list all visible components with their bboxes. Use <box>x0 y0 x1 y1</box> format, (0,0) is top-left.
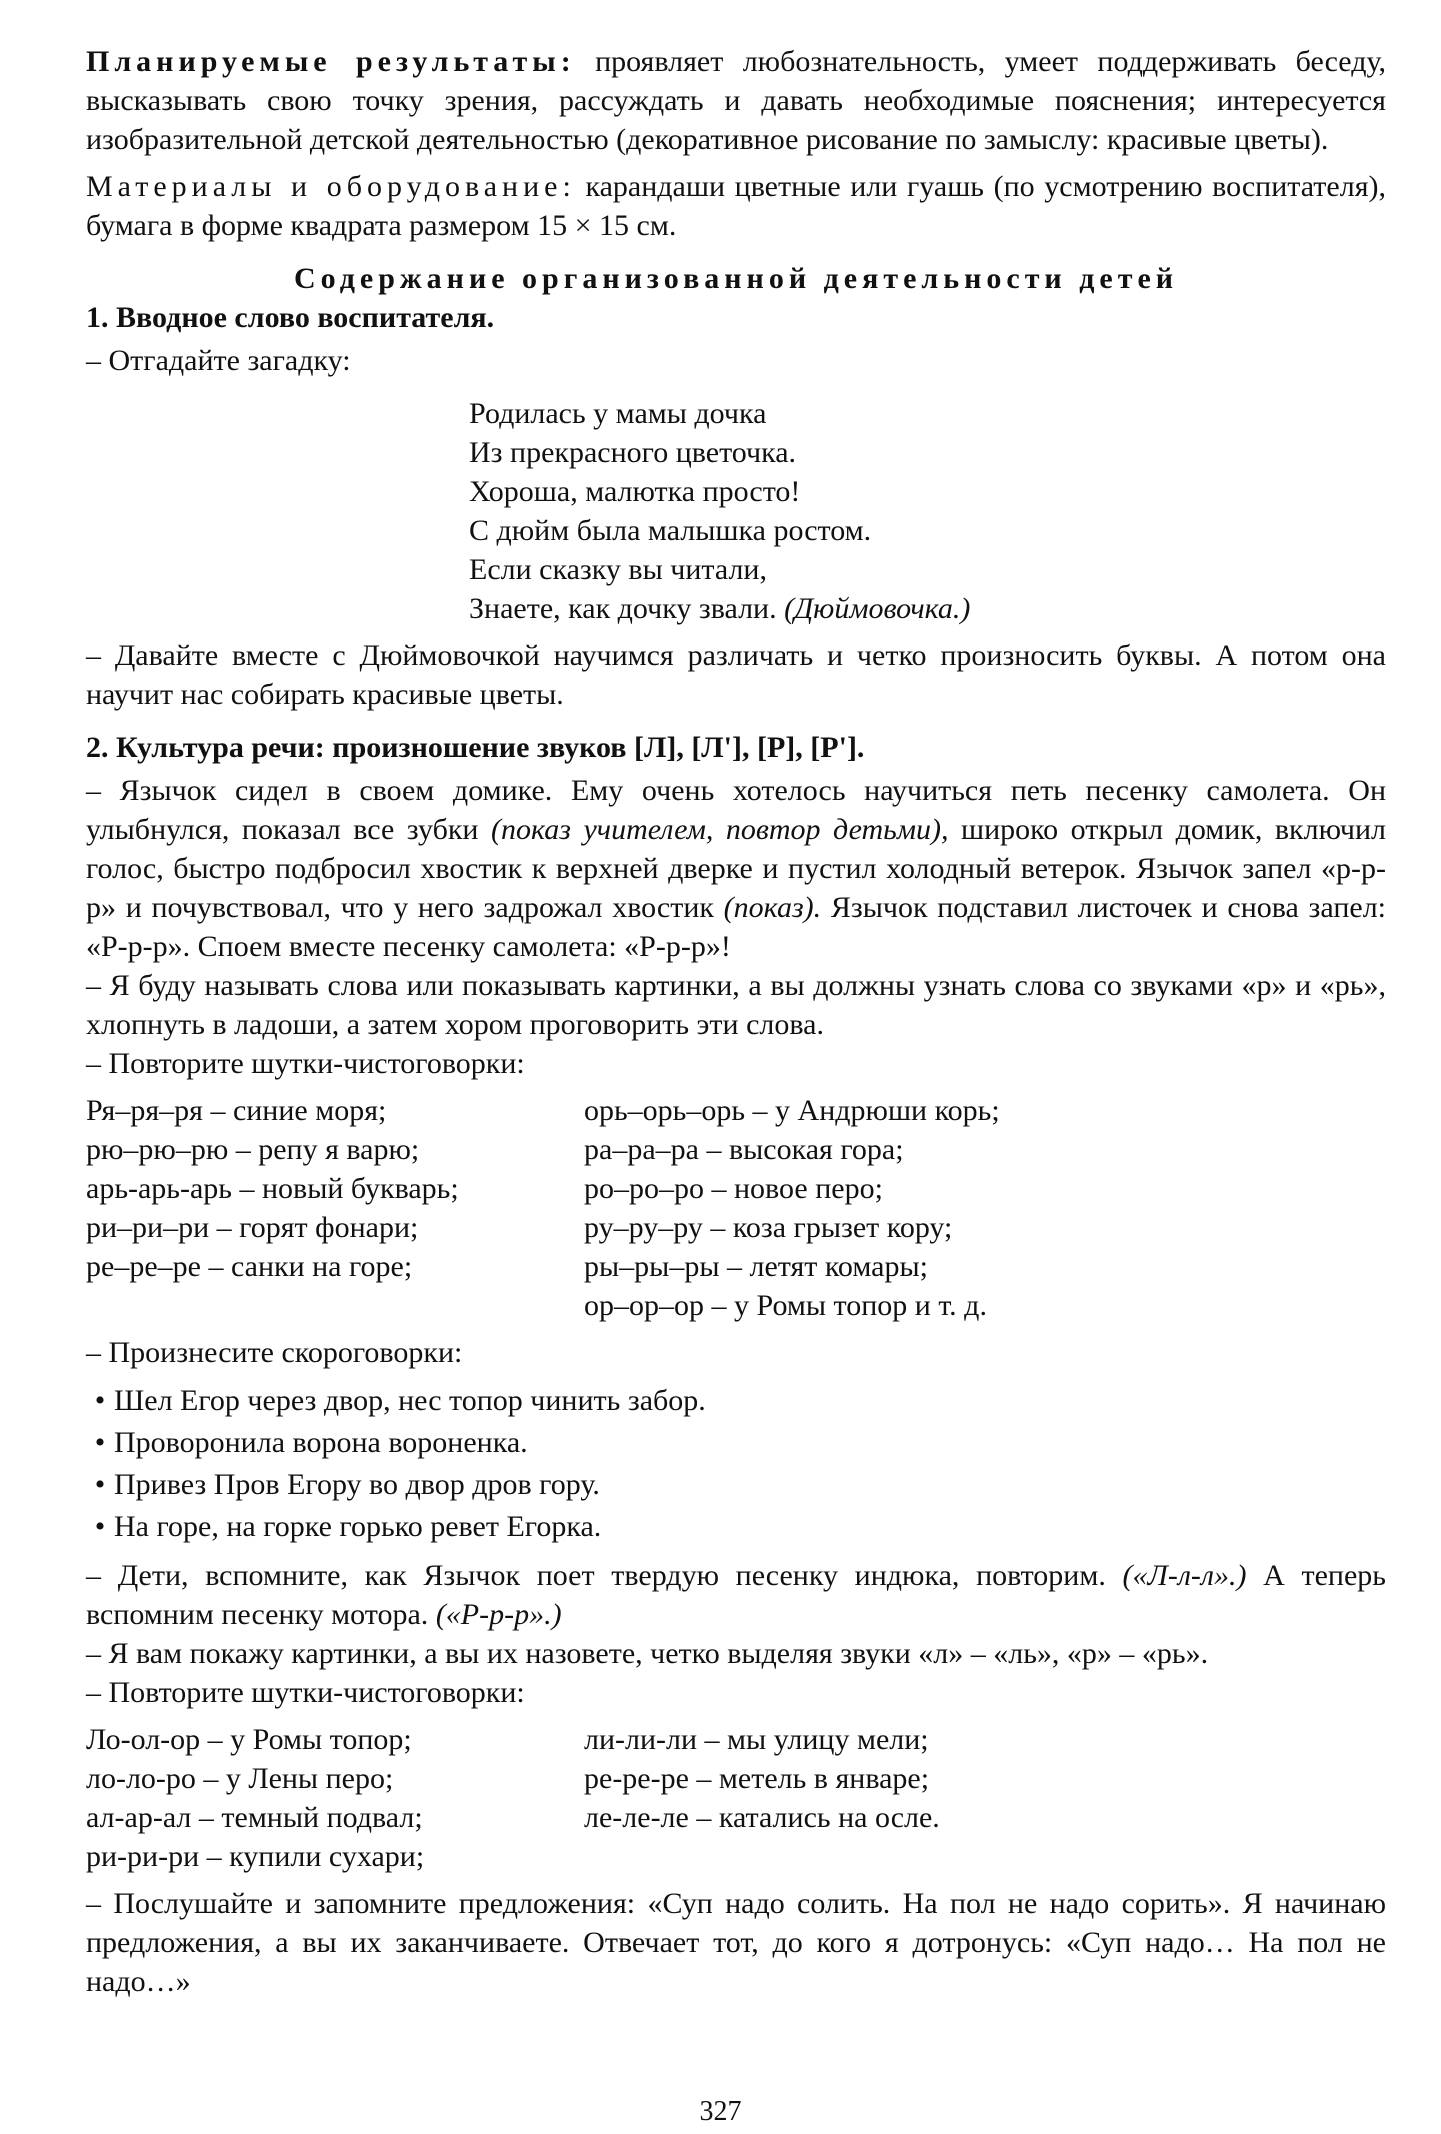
rhyme-line: ре–ре–ре – санки на горе; <box>86 1250 413 1283</box>
planned-results-text: проявляет любознательность, умеет поддерживать беседу, высказывать свою точку зрения, рассуждать и давать необходимые пояснения; интересуется изобразительной детской деятельностью (декоративное рисование по замыслу: красивые цветы). <box>86 45 1386 156</box>
page-content <box>86 42 1386 2001</box>
list-item <box>86 1380 1386 1422</box>
rhyme-line: ал-ар-ал – темный подвал; <box>86 1801 423 1834</box>
list-item-text: Привез Пров Егору во двор дров гору. <box>114 1468 600 1501</box>
riddle-prompt: – Отгадайте загадку: <box>86 344 351 377</box>
bullet-icon: • <box>94 1510 106 1543</box>
tongue-twisters-list <box>86 1380 1386 1548</box>
rhyme-line: рю–рю–рю – репу я варю; <box>86 1133 420 1166</box>
list-item-text: На горе, на горке горько ревет Егорка. <box>114 1510 602 1543</box>
riddle-poem <box>469 394 1386 628</box>
step2-heading: 2. Культура речи: произношение звуков [Л], [Л'], [Р], [Р']. <box>86 731 865 764</box>
rhyme-line: ри–ри–ри – горят фонари; <box>86 1211 419 1244</box>
poem-line: Из прекрасного цветочка. <box>469 436 797 469</box>
step1-heading: 1. Вводное слово воспитателя. <box>86 301 495 334</box>
materials-text: карандаши цветные или гуашь (по усмотрению воспитателя), бумага в форме квадрата размером 15 × 15 см. <box>86 170 1386 242</box>
remember-songs-paragraph <box>86 1556 1386 1634</box>
poem-line: Если сказку вы читали, <box>469 553 767 586</box>
section-title: Содержание организованной деятельности детей <box>293 262 1179 295</box>
rhyme-line: ра–ра–ра – высокая гора; <box>584 1133 904 1166</box>
words-instruction: – Я буду называть слова или показывать картинки, а вы должны узнать слова со звуками «р» и «рь», хлопнуть в ладоши, а затем хором проговорить эти слова. <box>86 969 1386 1041</box>
rhymes-column-right <box>584 1091 1386 1325</box>
sound-example: («Л-л-л».) <box>1122 1559 1247 1592</box>
rhyme-line: ро–ро–ро – новое перо; <box>584 1172 883 1205</box>
rhymes-column-left <box>86 1091 584 1325</box>
rhymes-column-right <box>584 1720 1386 1876</box>
sound-example: («Р-р-р».) <box>435 1598 562 1631</box>
list-item <box>86 1506 1386 1548</box>
materials-paragraph <box>86 167 1386 245</box>
list-item <box>86 1464 1386 1506</box>
story-text: – Язычок сидел в своем домике. Ему очень хотелось научиться петь песенку самолета. Он улыбнулся, показал все зубки <box>86 774 1386 846</box>
tongue-story-paragraph <box>86 771 1386 966</box>
rhyme-line: Ря–ря–ря – синие моря; <box>86 1094 387 1127</box>
story-remark: (показ). <box>723 891 822 924</box>
list-item-text: Шел Егор через двор, нес топор чинить забор. <box>114 1384 706 1417</box>
materials-label: Материалы и оборудование: <box>86 170 576 203</box>
bullet-icon: • <box>94 1468 106 1501</box>
bullet-icon: • <box>94 1384 106 1417</box>
rhyme-line: ло-ло-ро – у Лены перо; <box>86 1762 394 1795</box>
rhyme-line: ре-ре-ре – метель в январе; <box>584 1762 930 1795</box>
paragraph-text: А теперь вспомним песенку мотора. <box>86 1559 1386 1631</box>
planned-results-label: Планируемые результаты: <box>86 45 576 78</box>
page-number: 327 <box>699 2096 742 2127</box>
after-poem-paragraph: – Давайте вместе с Дюймовочкой научимся различать и четко произносить буквы. А потом она научит нас собирать красивые цветы. <box>86 639 1386 711</box>
poem-line: Хороша, малютка просто! <box>469 475 801 508</box>
poem-line: С дюйм была малышка ростом. <box>469 514 872 547</box>
list-item-text: Проворонила ворона вороненка. <box>114 1426 528 1459</box>
poem-line-text: Знаете, как дочку звали. <box>469 592 777 625</box>
rhyme-line: ле-ле-ле – катались на осле. <box>584 1801 940 1834</box>
rhymes-block-2 <box>86 1720 1386 1876</box>
rhyme-line: арь-арь-арь – новый букварь; <box>86 1172 459 1205</box>
story-text: Язычок подставил листочек и снова запел: «Р-р-р». Споем вместе песенку самолета: «Р-р-р»! <box>86 891 1386 963</box>
rhyme-line: ру–ру–ру – коза грызет кору; <box>584 1211 953 1244</box>
poem-line: Родилась у мамы дочка <box>469 397 767 430</box>
rhyme-line: ри-ри-ри – купили сухари; <box>86 1840 425 1873</box>
repeat-rhymes-prompt: – Повторите шутки-чистоговорки: <box>86 1047 525 1080</box>
list-item <box>86 1422 1386 1464</box>
rhyme-line: ры–ры–ры – летят комары; <box>584 1250 928 1283</box>
poem-answer: (Дюймовочка.) <box>784 592 971 625</box>
tongue-twisters-prompt: – Произнесите скороговорки: <box>86 1336 463 1369</box>
rhyme-line: Ло-ол-ор – у Ромы топор; <box>86 1723 412 1756</box>
sentences-paragraph: – Послушайте и запомните предложения: «Суп надо солить. На пол не надо сорить». Я начинаю предложения, а вы их заканчиваете. Отвечает тот, до кого я дотронусь: «Суп надо… На пол не надо…» <box>86 1887 1386 1998</box>
story-remark: (показ учителем, повтор детьми), <box>490 813 949 846</box>
poem-line <box>469 589 1386 628</box>
planned-results-paragraph <box>86 42 1386 159</box>
story-text: широко открыл домик, включил голос, быстро подбросил хвостик к верхней дверке и пустил холодный ветерок. Язычок запел «р-р-р» и почувствовал, что у него задрожал хвостик <box>86 813 1386 924</box>
pictures-instruction: – Я вам покажу картинки, а вы их назовете, четко выделяя звуки «л» – «ль», «р» – «рь». <box>86 1637 1209 1670</box>
rhyme-line: орь–орь–орь – у Андрюши корь; <box>584 1094 1000 1127</box>
rhyme-line: ли-ли-ли – мы улицу мели; <box>584 1723 929 1756</box>
rhymes-block-1 <box>86 1091 1386 1325</box>
rhyme-line: ор–ор–ор – у Ромы топор и т. д. <box>584 1289 987 1322</box>
repeat-rhymes-prompt-2: – Повторите шутки-чистоговорки: <box>86 1676 525 1709</box>
rhymes-column-left <box>86 1720 584 1876</box>
paragraph-text: – Дети, вспомните, как Язычок поет твердую песенку индюка, повторим. <box>86 1559 1123 1592</box>
bullet-icon: • <box>94 1426 106 1459</box>
